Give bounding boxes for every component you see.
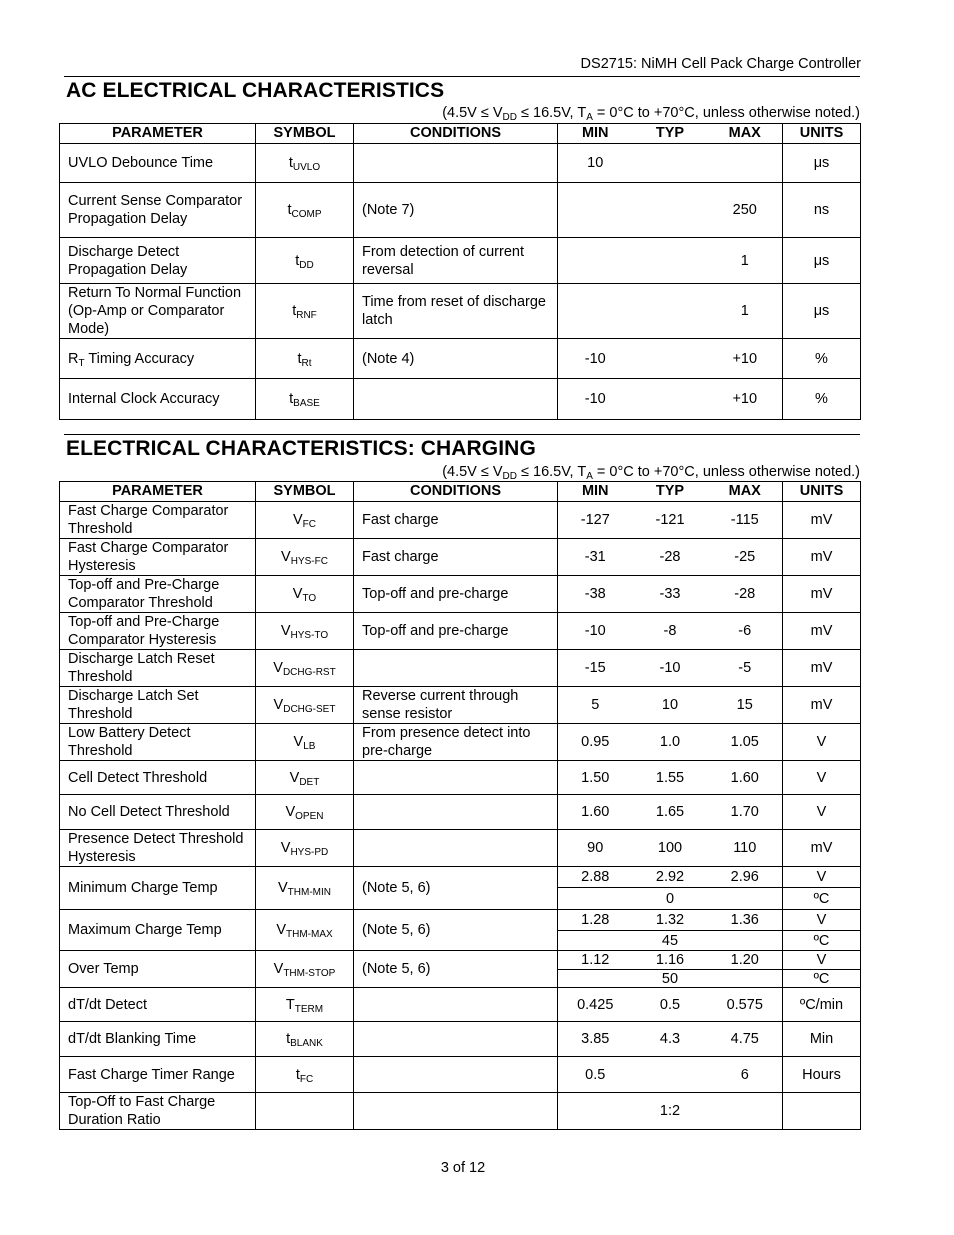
max-cell: 6 <box>708 1057 783 1093</box>
units-cell: mV <box>783 613 861 650</box>
symbol-subscript: LB <box>303 741 316 752</box>
max-cell: 1 <box>708 238 783 284</box>
symbol-cell <box>256 910 354 951</box>
min-cell: -38 <box>558 576 633 613</box>
parameter-cell: Minimum Charge Temp <box>60 867 256 910</box>
parameter-cell: Current Sense Comparator Propagation Delay <box>60 183 256 238</box>
ac-section-title: AC ELECTRICAL CHARACTERISTICS <box>66 79 445 102</box>
parameter-cell: UVLO Debounce Time <box>60 144 256 183</box>
charging-section-title: ELECTRICAL CHARACTERISTICS: CHARGING <box>66 437 536 460</box>
max-cell: 1.20 <box>708 951 783 970</box>
column-header: SYMBOL <box>256 124 354 144</box>
symbol-subscript: DET <box>299 776 320 788</box>
conditions-cell <box>354 830 558 867</box>
min-cell: 10 <box>558 144 633 183</box>
typ-cell: 50 <box>633 970 708 988</box>
symbol-cell <box>256 539 354 576</box>
min-cell: 1.28 <box>558 910 633 931</box>
units-cell: mV <box>783 687 861 724</box>
symbol-text: T <box>285 996 295 1013</box>
max-cell: 15 <box>708 687 783 724</box>
table-row <box>60 910 861 931</box>
symbol-subscript: OPEN <box>295 811 324 822</box>
typ-cell: 0 <box>633 888 708 910</box>
table-row <box>60 761 861 795</box>
table-row <box>60 284 861 339</box>
symbol-text: V <box>289 769 300 786</box>
typ-cell: -28 <box>633 539 708 576</box>
conditions-cell <box>354 1022 558 1057</box>
symbol-text: t <box>295 252 300 269</box>
typ-cell: 1.0 <box>633 724 708 761</box>
min-cell: -15 <box>558 650 633 687</box>
units-cell: mV <box>783 650 861 687</box>
symbol-text: V <box>276 922 286 938</box>
table-row <box>60 238 861 284</box>
typ-cell: 10 <box>633 687 708 724</box>
conditions-cell: Top-off and pre-charge <box>354 576 558 613</box>
page-number: 3 of 12 <box>440 1160 486 1176</box>
column-header: MAX <box>708 482 783 502</box>
max-cell: -115 <box>708 502 783 539</box>
units-cell: μs <box>783 284 861 339</box>
table-row <box>60 650 861 687</box>
min-cell <box>558 1093 633 1130</box>
typ-cell: 100 <box>633 830 708 867</box>
typ-cell: 1:2 <box>633 1093 708 1130</box>
max-cell: 0.575 <box>708 988 783 1022</box>
units-cell: V <box>783 761 861 795</box>
param-text: Timing Accuracy <box>84 350 195 367</box>
conditions-cell: From presence detect into pre-charge <box>354 724 558 761</box>
units-cell: μs <box>783 238 861 284</box>
min-cell <box>558 238 633 284</box>
symbol-subscript: FC <box>302 519 316 530</box>
symbol-text: t <box>292 303 297 319</box>
ac-characteristics-table <box>59 123 861 420</box>
conditions-cell: From detection of current reversal <box>354 238 558 284</box>
parameter-cell: Fast Charge Timer Range <box>60 1057 256 1093</box>
max-cell: 250 <box>708 183 783 238</box>
column-header: UNITS <box>783 124 861 144</box>
min-cell: 0.425 <box>558 988 633 1022</box>
units-cell: mV <box>783 539 861 576</box>
units-cell: ºC <box>783 970 861 988</box>
symbol-cell <box>256 613 354 650</box>
parameter-cell: Fast Charge Comparator Hysteresis <box>60 539 256 576</box>
symbol-text: V <box>292 586 303 602</box>
symbol-subscript: DCHG-RST <box>282 667 336 678</box>
conditions-cell <box>354 1057 558 1093</box>
symbol-text: V <box>278 880 288 896</box>
symbol-cell <box>256 339 354 379</box>
typ-cell: 1.32 <box>633 910 708 931</box>
parameter-cell: Presence Detect Threshold Hysteresis <box>60 830 256 867</box>
symbol-text: V <box>280 840 291 856</box>
max-cell: 2.96 <box>708 867 783 888</box>
symbol-subscript: HYS-PD <box>290 847 329 858</box>
min-cell <box>558 183 633 238</box>
max-cell <box>708 1093 783 1130</box>
max-cell: -6 <box>708 613 783 650</box>
symbol-subscript: THM-STOP <box>283 968 336 979</box>
column-header: MIN <box>558 124 633 144</box>
symbol-subscript: THM-MAX <box>286 929 333 940</box>
column-header: MAX <box>708 124 783 144</box>
conditions-cell <box>354 988 558 1022</box>
column-header: MIN <box>558 482 633 502</box>
table-row <box>60 576 861 613</box>
section-rule <box>64 434 860 435</box>
max-cell: 1.36 <box>708 910 783 931</box>
conditions-cell <box>354 761 558 795</box>
table-row <box>60 379 861 420</box>
units-cell: % <box>783 379 861 420</box>
parameter-cell: Over Temp <box>60 951 256 988</box>
max-cell <box>708 970 783 988</box>
conditions-cell: (Note 5, 6) <box>354 910 558 951</box>
symbol-cell <box>256 144 354 183</box>
table-row <box>60 795 861 830</box>
max-cell: -28 <box>708 576 783 613</box>
min-cell: 0.95 <box>558 724 633 761</box>
table-header-row <box>60 482 861 502</box>
symbol-subscript: TERM <box>294 1003 324 1015</box>
symbol-subscript: BASE <box>293 398 320 409</box>
conditions-cell <box>354 144 558 183</box>
symbol-cell <box>256 988 354 1022</box>
column-header: PARAMETER <box>60 482 256 502</box>
max-cell <box>708 931 783 951</box>
ac-conditions-note: ($4.5V \le V_{DD} \le 16.5V$, $T_A = 0^\circ C$ to +70°C, unless otherwise noted.) <box>442 105 860 123</box>
symbol-subscript: COMP <box>291 209 322 220</box>
document-header: DS2715: NiMH Cell Pack Charge Controller <box>580 56 861 72</box>
symbol-cell <box>256 795 354 830</box>
typ-cell: -8 <box>633 613 708 650</box>
symbol-text: V <box>292 512 303 528</box>
min-cell: -10 <box>558 613 633 650</box>
symbol-cell <box>256 724 354 761</box>
symbol-subscript: UVLO <box>292 162 321 173</box>
symbol-text: V <box>281 549 291 565</box>
typ-cell: 2.92 <box>633 867 708 888</box>
typ-cell <box>633 284 708 339</box>
symbol-cell <box>256 502 354 539</box>
units-cell: V <box>783 724 861 761</box>
units-cell: μs <box>783 144 861 183</box>
min-cell: 1.50 <box>558 761 633 795</box>
units-cell: ºC/min <box>783 988 861 1022</box>
min-cell: -31 <box>558 539 633 576</box>
table-row <box>60 539 861 576</box>
units-cell: mV <box>783 830 861 867</box>
symbol-text: V <box>280 623 291 639</box>
symbol-cell <box>256 830 354 867</box>
units-cell: mV <box>783 576 861 613</box>
conditions-cell <box>354 795 558 830</box>
table-row <box>60 183 861 238</box>
max-cell <box>708 888 783 910</box>
conditions-cell: (Note 5, 6) <box>354 867 558 910</box>
min-cell: 0.5 <box>558 1057 633 1093</box>
typ-cell <box>633 144 708 183</box>
parameter-cell: Maximum Charge Temp <box>60 910 256 951</box>
conditions-cell <box>354 650 558 687</box>
conditions-cell: Time from reset of discharge latch <box>354 284 558 339</box>
symbol-cell <box>256 238 354 284</box>
symbol-text: V <box>273 697 284 713</box>
parameter-cell: Discharge Latch Set Threshold <box>60 687 256 724</box>
max-cell: 1.60 <box>708 761 783 795</box>
table-row <box>60 867 861 888</box>
conditions-cell: Fast charge <box>354 502 558 539</box>
conditions-cell <box>354 379 558 420</box>
max-cell: -5 <box>708 650 783 687</box>
table-row <box>60 988 861 1022</box>
symbol-text: V <box>285 804 296 820</box>
units-cell: V <box>783 867 861 888</box>
column-header: CONDITIONS <box>354 482 558 502</box>
conditions-cell: Top-off and pre-charge <box>354 613 558 650</box>
units-cell: Min <box>783 1022 861 1057</box>
table-row <box>60 339 861 379</box>
symbol-subscript: DCHG-SET <box>283 704 336 715</box>
symbol-text: t <box>288 155 293 171</box>
min-cell: -10 <box>558 379 633 420</box>
section-rule <box>64 76 860 77</box>
min-cell: 90 <box>558 830 633 867</box>
parameter-cell: dT/dt Detect <box>60 988 256 1022</box>
symbol-subscript: DD <box>299 259 314 271</box>
typ-cell <box>633 1057 708 1093</box>
typ-cell: -10 <box>633 650 708 687</box>
table-row <box>60 502 861 539</box>
units-cell: V <box>783 795 861 830</box>
table-row <box>60 687 861 724</box>
param-prefix: R <box>68 350 79 367</box>
conditions-cell: Reverse current through sense resistor <box>354 687 558 724</box>
symbol-cell <box>256 284 354 339</box>
symbol-subscript: RNF <box>296 310 317 321</box>
table-header-row <box>60 124 861 144</box>
min-cell <box>558 931 633 951</box>
symbol-subscript: HYS-FC <box>290 556 328 567</box>
max-cell: 110 <box>708 830 783 867</box>
max-cell: 4.75 <box>708 1022 783 1057</box>
typ-cell: 1.16 <box>633 951 708 970</box>
symbol-subscript: HYS-TO <box>290 630 329 641</box>
symbol-text: V <box>293 734 304 750</box>
symbol-cell <box>256 183 354 238</box>
symbol-text: t <box>286 1031 291 1047</box>
symbol-cell <box>256 951 354 988</box>
units-cell: V <box>783 951 861 970</box>
conditions-cell: (Note 5, 6) <box>354 951 558 988</box>
parameter-cell: Top-Off to Fast Charge Duration Ratio <box>60 1093 256 1130</box>
symbol-subscript: FC <box>299 1073 314 1085</box>
symbol-cell <box>256 1093 354 1130</box>
typ-cell: 1.55 <box>633 761 708 795</box>
column-header: PARAMETER <box>60 124 256 144</box>
symbol-cell <box>256 650 354 687</box>
units-cell: Hours <box>783 1057 861 1093</box>
conditions-cell: Fast charge <box>354 539 558 576</box>
symbol-cell <box>256 379 354 420</box>
symbol-subscript: Rt <box>301 357 312 369</box>
typ-cell: -33 <box>633 576 708 613</box>
typ-cell <box>633 238 708 284</box>
table-row <box>60 1093 861 1130</box>
table-row <box>60 830 861 867</box>
min-cell <box>558 284 633 339</box>
min-cell: 2.88 <box>558 867 633 888</box>
symbol-text: t <box>289 391 294 407</box>
min-cell: 5 <box>558 687 633 724</box>
conditions-cell: (Note 4) <box>354 339 558 379</box>
symbol-cell <box>256 1022 354 1057</box>
param-subscript: T <box>78 357 85 369</box>
units-cell: ºC <box>783 931 861 951</box>
symbol-text: t <box>287 202 292 218</box>
symbol-cell <box>256 1057 354 1093</box>
min-cell: -10 <box>558 339 633 379</box>
symbol-cell <box>256 867 354 910</box>
min-cell <box>558 888 633 910</box>
parameter-cell <box>60 339 256 379</box>
column-header: CONDITIONS <box>354 124 558 144</box>
typ-cell: 4.3 <box>633 1022 708 1057</box>
max-cell: +10 <box>708 379 783 420</box>
parameter-cell: Internal Clock Accuracy <box>60 379 256 420</box>
typ-cell: -121 <box>633 502 708 539</box>
column-header: SYMBOL <box>256 482 354 502</box>
max-cell: +10 <box>708 339 783 379</box>
symbol-cell <box>256 687 354 724</box>
symbol-cell <box>256 576 354 613</box>
max-cell: 1.70 <box>708 795 783 830</box>
parameter-cell: Discharge Latch Reset Threshold <box>60 650 256 687</box>
conditions-cell <box>354 1093 558 1130</box>
max-cell <box>708 144 783 183</box>
symbol-subscript: TO <box>302 593 317 604</box>
column-header: TYP <box>633 124 708 144</box>
min-cell <box>558 970 633 988</box>
typ-cell: 0.5 <box>633 988 708 1022</box>
max-cell: 1 <box>708 284 783 339</box>
table-row <box>60 951 861 970</box>
symbol-cell <box>256 761 354 795</box>
min-cell: 1.12 <box>558 951 633 970</box>
units-cell: ns <box>783 183 861 238</box>
conditions-cell: (Note 7) <box>354 183 558 238</box>
parameter-cell: Cell Detect Threshold <box>60 761 256 795</box>
typ-cell <box>633 339 708 379</box>
parameter-cell: Fast Charge Comparator Threshold <box>60 502 256 539</box>
units-cell: % <box>783 339 861 379</box>
column-header: TYP <box>633 482 708 502</box>
column-header: UNITS <box>783 482 861 502</box>
symbol-subscript: BLANK <box>290 1038 323 1049</box>
parameter-cell: dT/dt Blanking Time <box>60 1022 256 1057</box>
symbol-text: t <box>295 1066 300 1083</box>
units-cell: V <box>783 910 861 931</box>
parameter-cell: Discharge Detect Propagation Delay <box>60 238 256 284</box>
typ-cell: 1.65 <box>633 795 708 830</box>
table-row <box>60 613 861 650</box>
typ-cell <box>633 379 708 420</box>
charging-conditions-note: ($4.5V \le V_{DD} \le 16.5V$, $T_A = 0^\circ C$ to +70°C, unless otherwise noted.) <box>442 464 860 482</box>
parameter-cell: No Cell Detect Threshold <box>60 795 256 830</box>
units-cell: mV <box>783 502 861 539</box>
parameter-cell: Top-off and Pre-Charge Comparator Hysteresis <box>60 613 256 650</box>
min-cell: 1.60 <box>558 795 633 830</box>
symbol-text: t <box>297 350 302 367</box>
charging-characteristics-table <box>59 481 861 1130</box>
min-cell: 3.85 <box>558 1022 633 1057</box>
symbol-text: V <box>273 961 284 977</box>
max-cell: -25 <box>708 539 783 576</box>
table-row <box>60 724 861 761</box>
min-cell: -127 <box>558 502 633 539</box>
table-row <box>60 144 861 183</box>
table-row <box>60 1022 861 1057</box>
max-cell: 1.05 <box>708 724 783 761</box>
units-cell <box>783 1093 861 1130</box>
typ-cell: 45 <box>633 931 708 951</box>
table-row <box>60 1057 861 1093</box>
units-cell: ºC <box>783 888 861 910</box>
parameter-cell: Return To Normal Function (Op-Amp or Comparator Mode) <box>60 284 256 339</box>
parameter-cell: Top-off and Pre-Charge Comparator Threshold <box>60 576 256 613</box>
symbol-text: V <box>273 660 283 676</box>
symbol-subscript: THM-MIN <box>287 887 331 898</box>
parameter-cell: Low Battery Detect Threshold <box>60 724 256 761</box>
typ-cell <box>633 183 708 238</box>
